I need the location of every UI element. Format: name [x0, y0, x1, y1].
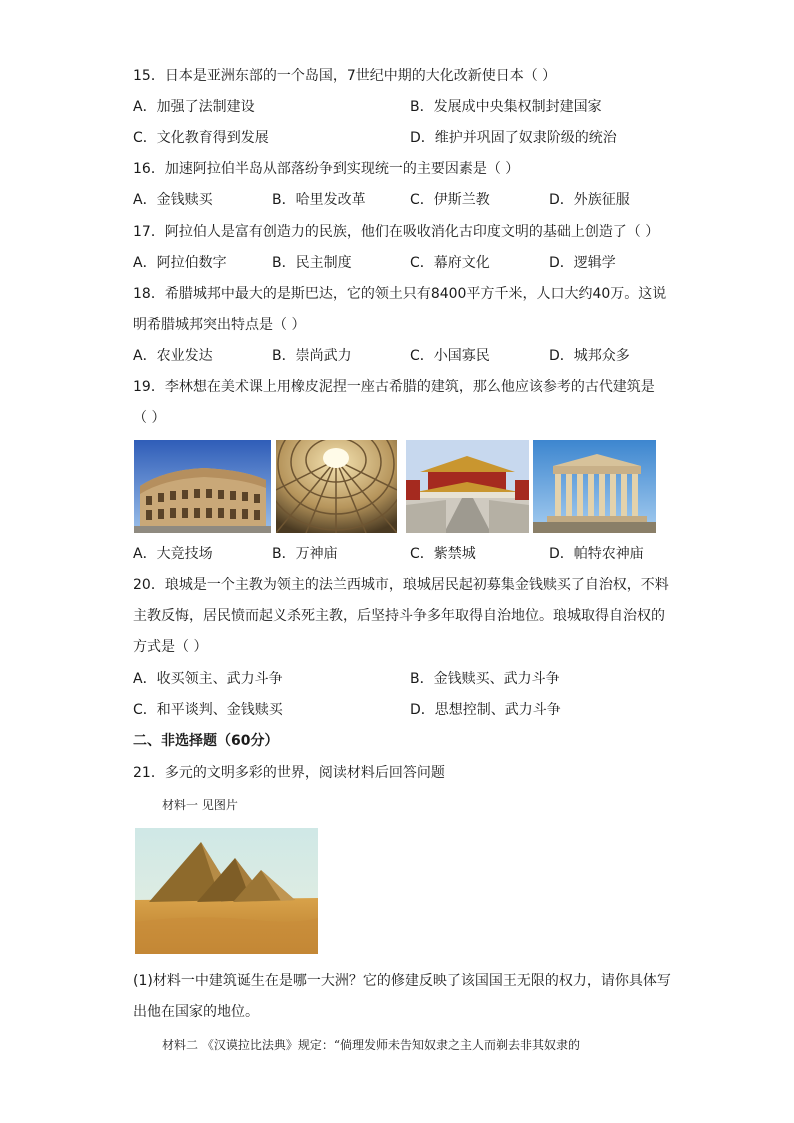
- q20-option-a[interactable]: A．收买领主、武力斗争: [133, 671, 283, 687]
- parthenon-image: [533, 440, 656, 533]
- q16-option-a[interactable]: A．金钱赎买: [133, 192, 213, 208]
- q16-stem: 16．加速阿拉伯半岛从部落纷争到实现统一的主要因素是（ ）: [133, 161, 520, 177]
- q17-option-a[interactable]: A．阿拉伯数字: [133, 255, 227, 271]
- q21-material2-line: 材料二 《汉谟拉比法典》规定：“倘理发师未告知奴隶之主人而剃去非其奴隶的: [162, 1038, 580, 1052]
- forbidden-city-image: [406, 440, 529, 533]
- q19-option-c[interactable]: C．紫禁城: [410, 546, 476, 562]
- q21-sub1-line2: 出他在国家的地位。: [133, 1004, 259, 1020]
- q16-option-c[interactable]: C．伊斯兰教: [410, 192, 490, 208]
- q20-option-d[interactable]: D．思想控制、武力斗争: [410, 702, 561, 718]
- q18-option-b[interactable]: B．崇尚武力: [272, 348, 352, 364]
- pantheon-dome-image: [276, 440, 397, 533]
- q19-stem-line1: 19．李林想在美术课上用橡皮泥捏一座古希腊的建筑，那么他应该参考的古代建筑是: [133, 379, 655, 395]
- q21-stem: 21．多元的文明多彩的世界，阅读材料后回答问题: [133, 765, 445, 781]
- q19-option-b[interactable]: B．万神庙: [272, 546, 338, 562]
- colosseum-image: [134, 440, 271, 533]
- q18-option-a[interactable]: A．农业发达: [133, 348, 213, 364]
- q19-option-d[interactable]: D．帕特农神庙: [549, 546, 644, 562]
- q19-stem-line2: （ ）: [133, 410, 166, 426]
- q15-option-a[interactable]: A．加强了法制建设: [133, 99, 255, 115]
- q20-option-c[interactable]: C．和平谈判、金钱赎买: [133, 702, 283, 718]
- q20-stem-line2: 主教反悔，居民愤而起义杀死主教，后坚持斗争多年取得自治地位。琅城取得自治权的: [133, 608, 665, 624]
- q18-option-c[interactable]: C．小国寡民: [410, 348, 490, 364]
- q20-option-b[interactable]: B．金钱赎买、武力斗争: [410, 671, 560, 687]
- q17-option-d[interactable]: D．逻辑学: [549, 255, 616, 271]
- q15-stem: 15．日本是亚洲东部的一个岛国，7世纪中期的大化改新使日本（ ）: [133, 68, 557, 84]
- q16-option-d[interactable]: D．外族征服: [549, 192, 630, 208]
- q20-stem-line1: 20．琅城是一个主教为领主的法兰西城市，琅城居民起初募集金钱赎买了自治权，不料: [133, 577, 669, 593]
- q15-option-d[interactable]: D．维护并巩固了奴隶阶级的统治: [410, 130, 617, 146]
- q19-option-a[interactable]: A．大竞技场: [133, 546, 213, 562]
- q17-option-b[interactable]: B．民主制度: [272, 255, 352, 271]
- q18-stem-line1: 18．希腊城邦中最大的是斯巴达，它的领土只有8400平方千米，人口大约40万。这说: [133, 286, 667, 302]
- q18-option-d[interactable]: D．城邦众多: [549, 348, 630, 364]
- q21-material1-label: 材料一 见图片: [162, 798, 238, 812]
- section-title-non-choice: 二、非选择题（60分）: [133, 733, 279, 749]
- q15-option-b[interactable]: B．发展成中央集权制封建国家: [410, 99, 602, 115]
- q17-option-c[interactable]: C．幕府文化: [410, 255, 490, 271]
- q20-stem-line3: 方式是（ ）: [133, 639, 208, 655]
- q15-option-c[interactable]: C．文化教育得到发展: [133, 130, 269, 146]
- q16-option-b[interactable]: B．哈里发改革: [272, 192, 366, 208]
- q18-stem-line2: 明希腊城邦突出特点是（ ）: [133, 317, 306, 333]
- q21-sub1-line1: (1)材料一中建筑诞生在是哪一大洲？它的修建反映了该国国王无限的权力，请你具体写: [133, 973, 671, 989]
- q17-stem: 17．阿拉伯人是富有创造力的民族，他们在吸收消化古印度文明的基础上创造了（ ）: [133, 224, 660, 240]
- pyramids-image: [135, 828, 318, 954]
